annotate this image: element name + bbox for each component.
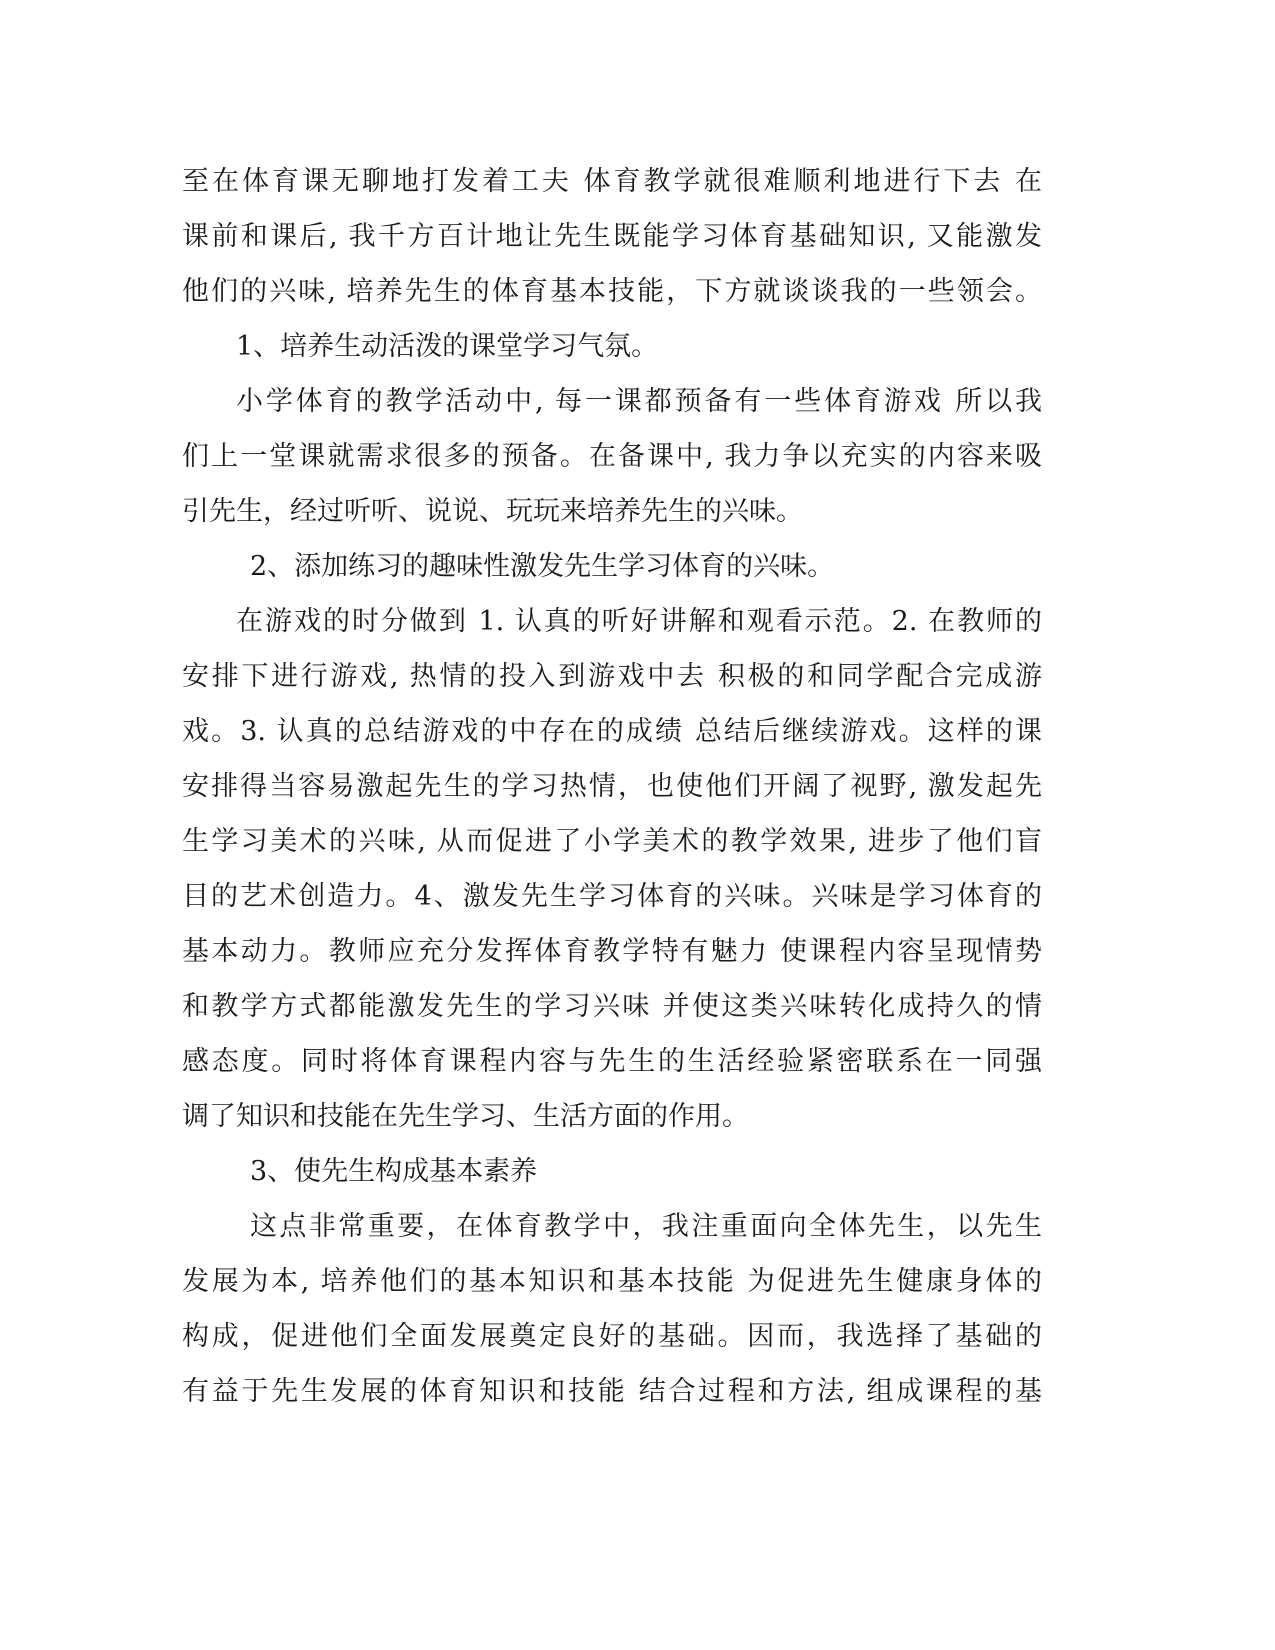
- body-line-12: 安排得当容易激起先生的学习热情，也使他们开阔了视野, 激发起先: [182, 771, 1042, 802]
- body-line-21: 发展为本, 培养他们的基本知识和基本技能 为促进先生健康身体的: [182, 1266, 1042, 1297]
- body-line-13: 生学习美术的兴味, 从而促进了小学美术的教学效果, 进步了他们盲: [182, 826, 1042, 857]
- body-line-2: 课前和课后, 我千方百计地让先生既能学习体育基础知识, 又能激发: [182, 221, 1042, 252]
- body-line-9: 在游戏的时分做到 1. 认真的听好讲解和观看示范。2. 在教师的: [236, 606, 1042, 637]
- body-line-10: 安排下进行游戏, 热情的投入到游戏中去 积极的和同学配合完成游: [182, 661, 1042, 692]
- body-line-16: 和教学方式都能激发先生的学习兴味 并使这类兴味转化成持久的情: [182, 991, 1042, 1022]
- body-line-1: 至在体育课无聊地打发着工夫 体育教学就很难顺利地进行下去 在: [182, 166, 1042, 197]
- section-heading-3: 3、使先生构成基本素养: [250, 1156, 538, 1187]
- body-line-7: 引先生，经过听听、说说、玩玩来培养先生的兴味。: [182, 496, 803, 527]
- body-line-14: 目的艺术创造力。4、激发先生学习体育的兴味。兴味是学习体育的: [182, 881, 1042, 912]
- body-line-6: 们上一堂课就需求很多的预备。在备课中, 我力争以充实的内容来吸: [182, 441, 1042, 472]
- body-line-15: 基本动力。教师应充分发挥体育教学特有魅力 使课程内容呈现情势: [182, 936, 1042, 967]
- body-line-11: 戏。3. 认真的总结游戏的中存在的成绩 总结后继续游戏。这样的课: [182, 716, 1042, 747]
- body-line-18: 调了知识和技能在先生学习、生活方面的作用。: [182, 1101, 749, 1132]
- section-heading-1: 1、培养生动活泼的课堂学习气氛。: [236, 331, 659, 362]
- body-line-22: 构成，促进他们全面发展奠定良好的基础。因而，我选择了基础的: [182, 1321, 1042, 1352]
- section-heading-2: 2、添加练习的趣味性激发先生学习体育的兴味。: [250, 551, 835, 582]
- body-line-3: 他们的兴味, 培养先生的体育基本技能，下方就谈谈我的一些领会。: [182, 276, 1042, 307]
- body-line-23: 有益于先生发展的体育知识和技能 结合过程和方法, 组成课程的基: [182, 1376, 1042, 1407]
- body-line-20: 这点非常重要，在体育教学中，我注重面向全体先生，以先生: [250, 1211, 1042, 1242]
- body-line-5: 小学体育的教学活动中, 每一课都预备有一些体育游戏 所以我: [236, 386, 1042, 417]
- body-line-17: 感态度。同时将体育课程内容与先生的生活经验紧密联系在一同强: [182, 1046, 1042, 1077]
